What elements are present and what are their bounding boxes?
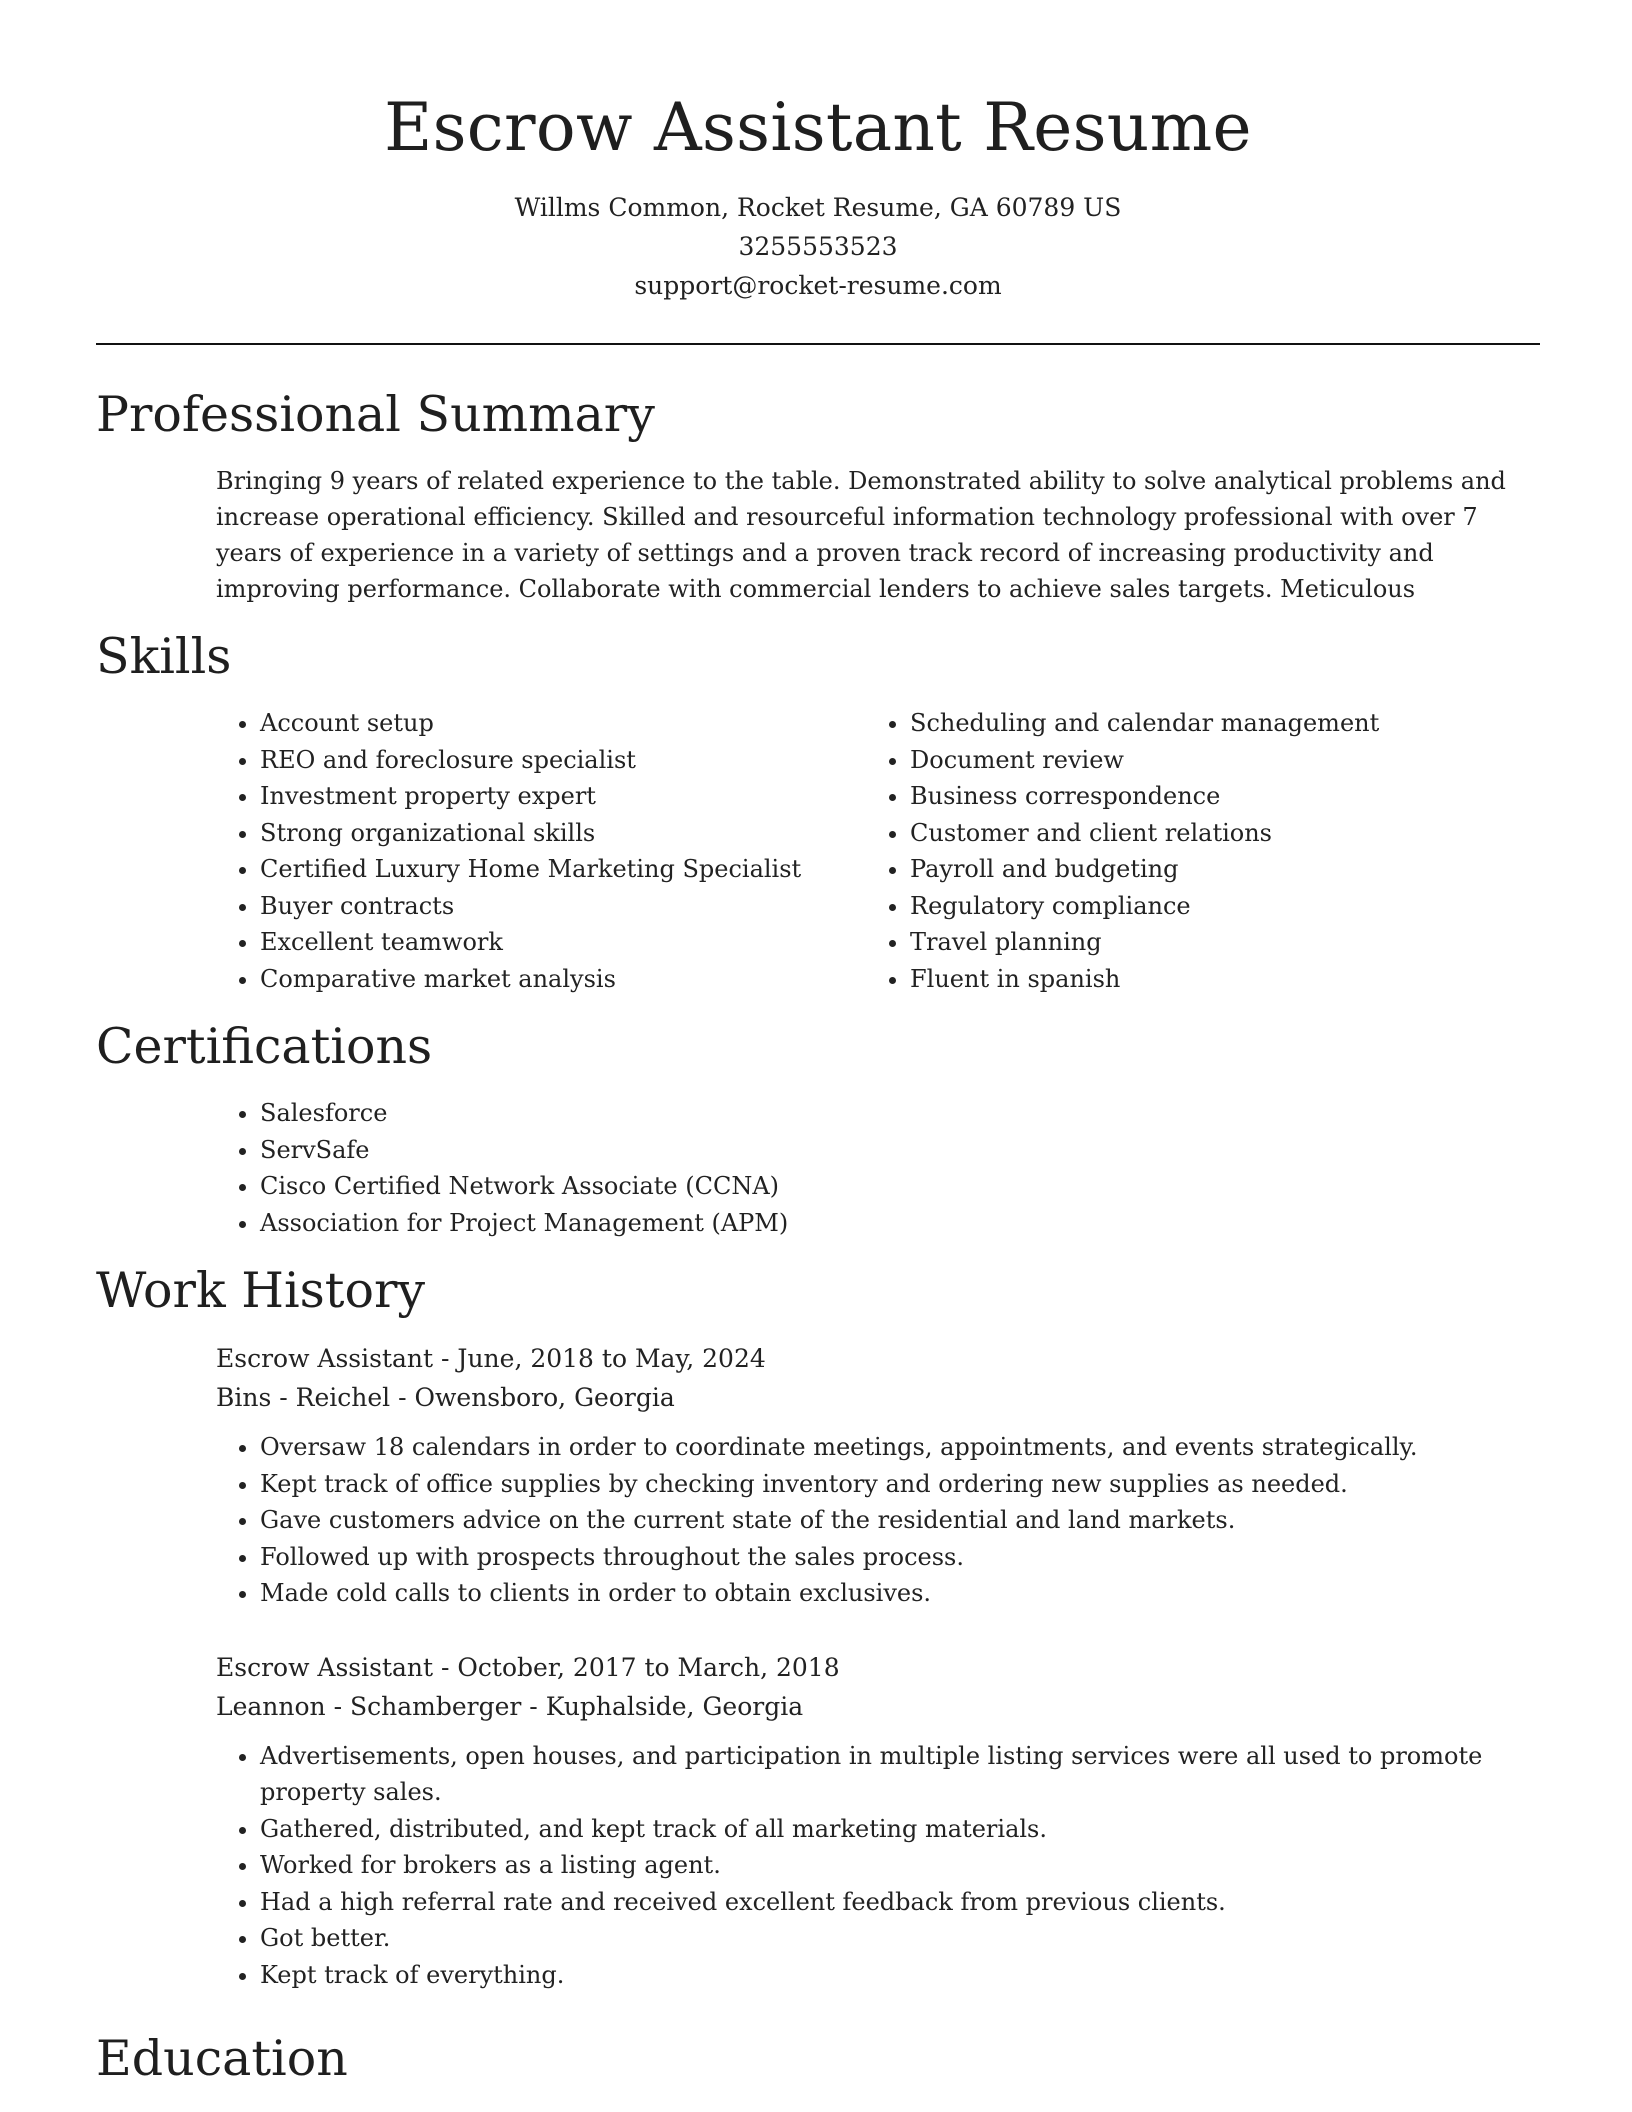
skill-item: • Investment property expert [260, 778, 866, 815]
job-company-line: Leannon - Schamberger - Kuphalside, Georgia [216, 1691, 804, 1721]
skills-list-right [866, 705, 1516, 997]
work-history-section [96, 1261, 1540, 1993]
contact-address: Willms Common, Rocket Resume, GA 60789 US [514, 193, 1122, 222]
skill-item: • Scheduling and calendar management [910, 705, 1516, 742]
job-title: Escrow Assistant [216, 1344, 434, 1373]
job-bullets [216, 1429, 1540, 1612]
job-location: Owensboro, Georgia [414, 1383, 675, 1412]
skills-heading: Skills [96, 628, 232, 685]
job-title-line: Escrow Assistant - June, 2018 to May, 2024 [216, 1344, 766, 1373]
job-bullet: • Got better. [260, 1920, 1540, 1957]
job-title-line: Escrow Assistant - October, 2017 to March, 2018 [216, 1652, 840, 1682]
education-heading: Education [96, 2030, 348, 2087]
skills-columns [216, 705, 1540, 997]
summary-heading: Professional Summary [96, 386, 655, 443]
skill-item: • Payroll and budgeting [910, 851, 1516, 888]
job-location: Kuphalside, Georgia [545, 1691, 804, 1721]
skill-item: • Strong organizational skills [260, 815, 866, 852]
job-company-line: Bins - Reichel - Owensboro, Georgia [216, 1383, 675, 1412]
contact-phone: 3255553523 [738, 232, 898, 261]
certification-item: • Cisco Certified Network Associate (CCNA) [260, 1168, 1540, 1205]
job-bullet: • Oversaw 18 calendars in order to coordinate meetings, appointments, and events strategically. [260, 1429, 1540, 1466]
skill-item: • Certified Luxury Home Marketing Specialist [260, 851, 866, 888]
job-bullet: • Made cold calls to clients in order to obtain exclusives. [260, 1575, 1540, 1612]
header-divider [96, 343, 1540, 345]
skill-item: • Excellent teamwork [260, 924, 866, 961]
skill-item: • Comparative market analysis [260, 961, 866, 998]
job-dates: June, 2018 to May, 2024 [457, 1344, 766, 1373]
skill-item: • Business correspondence [910, 778, 1516, 815]
job-bullet: • Gathered, distributed, and kept track of all marketing materials. [260, 1811, 1540, 1848]
certifications-section [96, 1017, 1540, 1241]
certification-item: • Association for Project Management (APM) [260, 1205, 1540, 1242]
job-bullet: • Had a high referral rate and received excellent feedback from previous clients. [260, 1884, 1540, 1921]
certifications-list [216, 1095, 1540, 1241]
skill-item: • Customer and client relations [910, 815, 1516, 852]
summary-text: Bringing 9 years of related experience to the table. Demonstrated ability to solve analytical problems and increase operational efficiency. Skilled and resourceful information technology professional with over 7 years of experience in a variety of settings and a proven track record of increasing productivity and improving performance. Collaborate with commercial lenders to achieve sales targets. Meticulous [216, 467, 1506, 603]
contact-email: support@rocket-resume.com [634, 271, 1002, 300]
certification-item: • ServSafe [260, 1132, 1540, 1169]
skill-item: • REO and foreclosure specialist [260, 742, 866, 779]
job-entry [216, 1339, 1540, 1612]
job-bullet: • Worked for brokers as a listing agent. [260, 1847, 1540, 1884]
job-bullets [216, 1738, 1540, 1994]
summary-section [96, 385, 1540, 607]
resume-page [96, 0, 1540, 2112]
skill-item: • Travel planning [910, 924, 1516, 961]
skills-list-left [216, 705, 866, 997]
job-entry [216, 1648, 1540, 1994]
job-bullet: • Followed up with prospects throughout the sales process. [260, 1539, 1540, 1576]
job-bullet: • Advertisements, open houses, and participation in multiple listing services were all used to promote property sales. [260, 1738, 1540, 1811]
resume-header [96, 0, 1540, 305]
skill-item: • Buyer contracts [260, 888, 866, 925]
job-bullet: • Gave customers advice on the current state of the residential and land markets. [260, 1502, 1540, 1539]
skill-item: • Fluent in spanish [910, 961, 1516, 998]
resume-title: Escrow Assistant Resume [384, 89, 1252, 166]
skill-item: • Document review [910, 742, 1516, 779]
certifications-heading: Certifications [96, 1018, 433, 1075]
skill-item: • Account setup [260, 705, 866, 742]
job-bullet: • Kept track of office supplies by checking inventory and ordering new supplies as needed. [260, 1466, 1540, 1503]
certification-item: • Salesforce [260, 1095, 1540, 1132]
job-company: Leannon - Schamberger [216, 1691, 522, 1721]
job-title: Escrow Assistant [216, 1652, 434, 1682]
work-history-heading: Work History [96, 1262, 426, 1319]
skills-section [96, 627, 1540, 997]
job-bullet: • Kept track of everything. [260, 1957, 1540, 1994]
skill-item: • Regulatory compliance [910, 888, 1516, 925]
job-company: Bins - Reichel [216, 1383, 391, 1412]
job-dates: October, 2017 to March, 2018 [457, 1652, 840, 1682]
education-section [96, 2029, 1540, 2089]
